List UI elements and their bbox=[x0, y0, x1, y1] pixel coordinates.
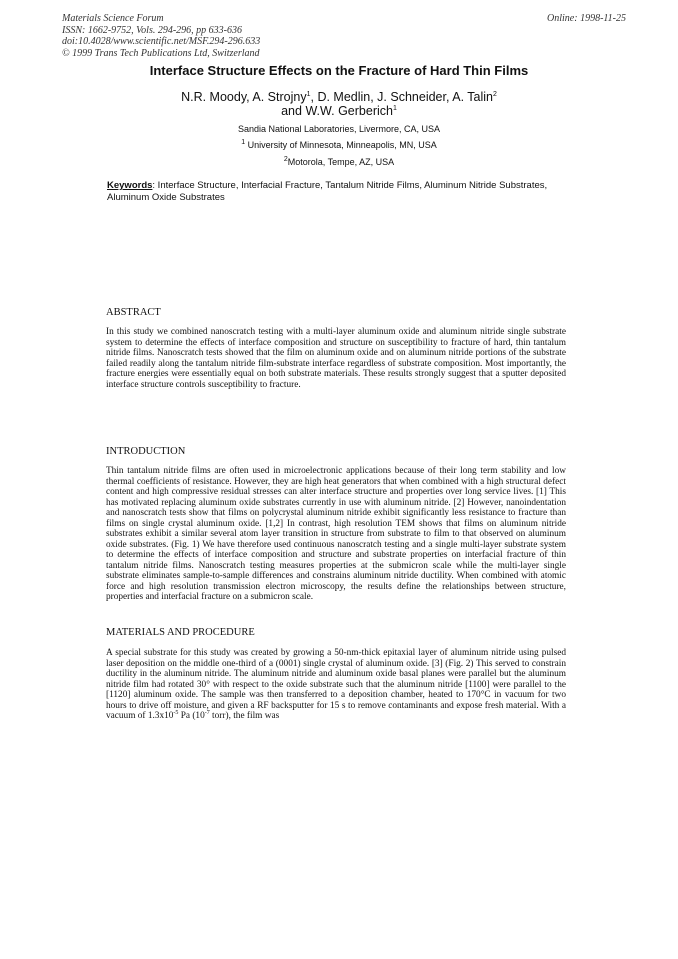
affiliation-marker: 2 bbox=[283, 156, 288, 163]
author-text: N.R. Moody, A. Strojny bbox=[181, 90, 307, 104]
affiliation-text: University of Minnesota, Minneapolis, MN, USA bbox=[247, 140, 437, 150]
keywords-text: : Interface Structure, Interfacial Fracture, Tantalum Nitride Films, Aluminum Nitride Substrates, Aluminum Oxide Substrates bbox=[107, 180, 548, 203]
author-text: and W.W. Gerberich bbox=[281, 104, 393, 118]
materials-text bbox=[106, 648, 566, 722]
affiliation-marker: 1 bbox=[241, 139, 246, 146]
paper-title: Interface Structure Effects on the Fracture of Hard Thin Films bbox=[149, 63, 529, 78]
journal-doi: doi:10.4028/www.scientific.net/MSF.294-296.633 bbox=[62, 36, 261, 47]
materials-heading: MATERIALS AND PROCEDURE bbox=[106, 627, 255, 638]
keywords-label: Keywords bbox=[107, 180, 153, 191]
keywords-block bbox=[107, 180, 567, 204]
introduction-text: Thin tantalum nitride films are often used in microelectronic applications because of their long term stability and low thermal coefficients of resistance. However, they are high heat generators that when combined with a high structural defect content and high compressive residual stresses can alter interface structure and properties over long service lives. [1] This has motivated replacing aluminum oxide substrates currently in use with aluminum nitride. [2] However, nanoindentation and nanoscratch tests show that films on polycrystal aluminum nitride exhibit significantly less resistance to fracture than films on single crystal aluminum oxide. [1,2] In contrast, high resolution TEM shows that films on aluminum nitride substrates exhibit a similar several atom layer transition in structure from substrate to film to that observed on aluminum oxide substrates. (Fig. 1) We have therefore used continuous nanoscratch testing and a single multi-layer substrate system to determine the effects of interface composition and structure and substrate properties on interfacial fracture of thin tantalum nitride films. Nanoscratch testing measures properties at the submicron scale while the multi-layer single substrate eliminates sample-to-sample differences and constrains aluminum nitride ductility. When combined with atomic force and high resolution transmission electron microscopy, the results define the relationships between structure, properties and interfacial fracture on a submicron scale. bbox=[106, 466, 566, 602]
author-line-1 bbox=[0, 90, 678, 104]
introduction-heading: INTRODUCTION bbox=[106, 446, 186, 457]
journal-header bbox=[62, 13, 260, 59]
affiliation-sandia bbox=[0, 124, 678, 134]
journal-issn: ISSN: 1662-9752, Vols. 294-296, pp 633-636 bbox=[62, 24, 242, 36]
author-list bbox=[0, 90, 678, 118]
exponent: -7 bbox=[204, 709, 210, 716]
affiliation-marker: 2 bbox=[493, 90, 497, 98]
materials-text-part: A special substrate for this study was created by growing a 50-nm-thick epitaxial layer of aluminum nitride using pulsed laser deposition on the middle one-third of a (0001) single crystal of aluminum oxide. [3] (Fig. 2) This served to constrain ductility in the aluminum nitride. The aluminum nitride and aluminum oxide basal planes were parallel but the aluminum nitride film had rotated 30° with respect to the oxide substrate such that the aluminum nitride [1100] were parallel to the [1120] aluminum oxide. The sample was then transferred to a deposition chamber, heated to 170°C in vacuum for two hours to drive off moisture, and given a RF backsputter for 15 s to remove contaminants and expose fresh material. With a vacuum of 1.3x10 bbox=[106, 648, 566, 721]
affiliation-motorola bbox=[0, 157, 678, 167]
journal-name: Materials Science Forum bbox=[62, 13, 164, 24]
abstract-text: In this study we combined nanoscratch testing with a multi-layer aluminum oxide and aluminum nitride single substrate system to determine the effects of interface composition and structure on susceptibility to fracture of hard, thin tantalum nitride films. Nanoscratch tests showed that the film on aluminum oxide and on aluminum nitride portions of the substrate failed readily along the tantalum nitride film-substrate interface regardless of substrate composition. Most importantly, the fracture energies were essentially equal on both substrate materials. These results strongly suggest that a sputter deposited interface structure controls susceptibility to fracture. bbox=[106, 327, 566, 390]
abstract-heading: ABSTRACT bbox=[106, 307, 161, 318]
journal-copyright: © 1999 Trans Tech Publications Ltd, Switzerland bbox=[62, 47, 260, 59]
affiliation-text: Motorola, Tempe, AZ, USA bbox=[287, 157, 395, 167]
affiliation-minnesota bbox=[0, 140, 678, 150]
affiliation-marker: 1 bbox=[392, 104, 397, 112]
exponent: -5 bbox=[173, 709, 179, 716]
materials-text-part: Pa (10 bbox=[178, 711, 205, 721]
online-date: Online: 1998-11-25 bbox=[547, 13, 626, 24]
author-line-2 bbox=[0, 104, 678, 118]
affiliation-marker: 1 bbox=[306, 90, 311, 98]
materials-text-part: torr), the film was bbox=[209, 711, 280, 721]
author-text: , D. Medlin, J. Schneider, A. Talin bbox=[310, 90, 494, 104]
affiliation-text: Sandia National Laboratories, Livermore, CA, USA bbox=[237, 124, 441, 134]
